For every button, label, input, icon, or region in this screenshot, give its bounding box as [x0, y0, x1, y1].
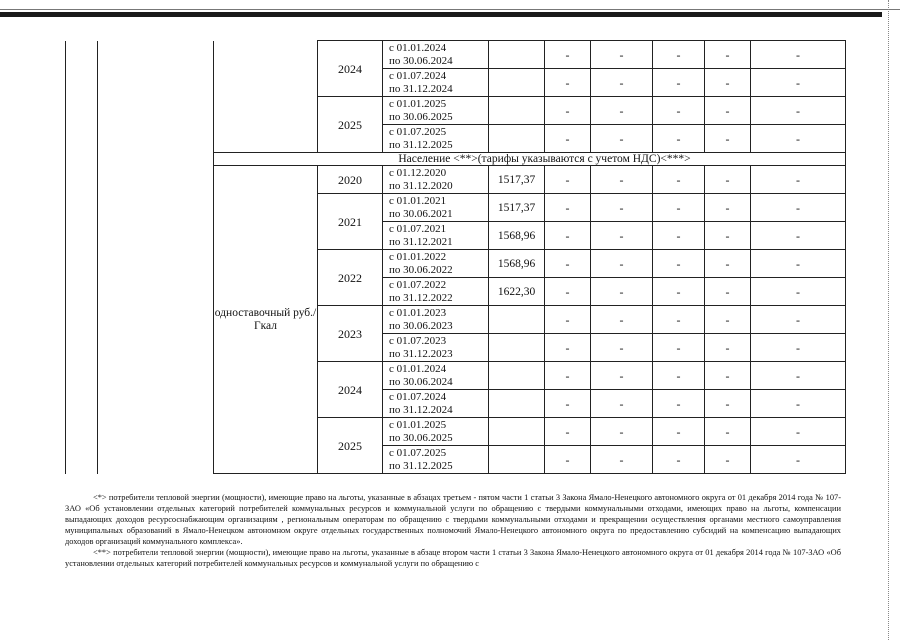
period-cell	[383, 69, 489, 97]
dash-cell: -	[751, 194, 846, 222]
tariff-table	[65, 40, 846, 474]
year-cell: 2024	[318, 362, 383, 418]
dash-cell: -	[751, 41, 846, 69]
dash-cell: -	[591, 446, 653, 474]
blank-col-3	[214, 41, 318, 153]
dash-cell: -	[705, 334, 751, 362]
dash-cell: -	[751, 446, 846, 474]
period-to: по 30.06.2023	[389, 319, 453, 332]
period-from: с 01.07.2024	[389, 390, 447, 403]
dash-cell: -	[653, 418, 705, 446]
dash-cell: -	[545, 250, 591, 278]
dash-cell: -	[653, 69, 705, 97]
dash-cell: -	[545, 166, 591, 194]
period-to: по 31.12.2021	[389, 235, 453, 248]
footnote-2: <**> потребители тепловой энергии (мощности), имеющие право на льготы, указанные в абзаце втором части 1 статьи 3 Закона Ямало-Ненецкого автономного округа от 01 декабря 2014 года № 107-ЗАО «Об установлении отдельных категорий потребителей коммунальных ресурсов и коммунальной услуги по обращению с	[65, 548, 841, 568]
year-cell: 2025	[318, 418, 383, 474]
dash-cell: -	[545, 418, 591, 446]
dash-cell: -	[705, 306, 751, 334]
dash-cell: -	[653, 362, 705, 390]
period-cell	[383, 41, 489, 69]
dash-cell: -	[591, 41, 653, 69]
dash-cell: -	[545, 41, 591, 69]
period-to: по 31.12.2020	[389, 179, 453, 192]
dash-cell: -	[653, 250, 705, 278]
dash-cell: -	[591, 306, 653, 334]
dash-cell: -	[545, 222, 591, 250]
unit-cell: одноставочный руб./Гкал	[214, 166, 318, 474]
dash-cell: -	[591, 222, 653, 250]
period-cell	[383, 250, 489, 278]
dash-cell: -	[653, 278, 705, 306]
dash-cell: -	[545, 334, 591, 362]
dash-cell: -	[653, 334, 705, 362]
period-to: по 30.06.2025	[389, 110, 453, 123]
dash-cell: -	[751, 250, 846, 278]
period-from: с 01.01.2022	[389, 250, 447, 263]
dash-cell: -	[545, 278, 591, 306]
period-from: с 01.01.2021	[389, 194, 447, 207]
dash-cell: -	[705, 41, 751, 69]
period-from: с 01.12.2020	[389, 166, 447, 179]
dash-cell: -	[705, 446, 751, 474]
dash-cell: -	[545, 125, 591, 153]
dash-cell: -	[545, 446, 591, 474]
tariff-value-cell	[489, 362, 545, 390]
period-from: с 01.01.2023	[389, 306, 447, 319]
period-to: по 31.12.2022	[389, 291, 453, 304]
dash-cell: -	[705, 97, 751, 125]
dash-cell: -	[653, 446, 705, 474]
tariff-value-cell: 1568,96	[489, 222, 545, 250]
year-cell: 2022	[318, 250, 383, 306]
top-rule	[0, 9, 900, 10]
dash-cell: -	[705, 125, 751, 153]
dash-cell: -	[705, 418, 751, 446]
period-cell	[383, 418, 489, 446]
dash-cell: -	[705, 194, 751, 222]
dash-cell: -	[591, 334, 653, 362]
tariff-value-cell	[489, 418, 545, 446]
period-cell	[383, 446, 489, 474]
period-to: по 30.06.2024	[389, 54, 453, 67]
tariff-value-cell	[489, 306, 545, 334]
year-cell: 2020	[318, 166, 383, 194]
dash-cell: -	[705, 250, 751, 278]
period-from: с 01.07.2024	[389, 69, 447, 82]
period-from: с 01.01.2025	[389, 418, 447, 431]
period-cell	[383, 362, 489, 390]
period-to: по 31.12.2024	[389, 403, 453, 416]
tariff-value-cell: 1568,96	[489, 250, 545, 278]
period-cell	[383, 194, 489, 222]
year-cell: 2025	[318, 97, 383, 153]
period-to: по 30.06.2025	[389, 431, 453, 444]
period-cell	[383, 222, 489, 250]
dash-cell: -	[545, 362, 591, 390]
dash-cell: -	[751, 166, 846, 194]
dash-cell: -	[751, 125, 846, 153]
period-from: с 01.01.2024	[389, 41, 447, 54]
table-row	[66, 41, 846, 69]
dash-cell: -	[653, 194, 705, 222]
period-to: по 30.06.2024	[389, 375, 453, 388]
dash-cell: -	[653, 166, 705, 194]
dash-cell: -	[653, 222, 705, 250]
tariff-value-cell	[489, 125, 545, 153]
dash-cell: -	[751, 97, 846, 125]
dash-cell: -	[751, 362, 846, 390]
dash-cell: -	[591, 278, 653, 306]
dash-cell: -	[751, 306, 846, 334]
period-cell	[383, 334, 489, 362]
dash-cell: -	[653, 390, 705, 418]
period-from: с 01.01.2024	[389, 362, 447, 375]
year-cell: 2023	[318, 306, 383, 362]
dash-cell: -	[705, 222, 751, 250]
dash-cell: -	[591, 194, 653, 222]
dash-cell: -	[591, 97, 653, 125]
dash-cell: -	[705, 278, 751, 306]
period-to: по 31.12.2024	[389, 82, 453, 95]
dash-cell: -	[653, 97, 705, 125]
period-to: по 30.06.2021	[389, 207, 453, 220]
dash-cell: -	[591, 125, 653, 153]
period-cell	[383, 278, 489, 306]
footnotes	[65, 492, 841, 569]
period-to: по 30.06.2022	[389, 263, 453, 276]
dash-cell: -	[751, 334, 846, 362]
right-scan-edge	[888, 0, 889, 640]
dash-cell: -	[591, 418, 653, 446]
period-to: по 31.12.2025	[389, 138, 453, 151]
dash-cell: -	[591, 362, 653, 390]
dash-cell: -	[751, 418, 846, 446]
blank-col-1	[66, 41, 98, 474]
tariff-value-cell	[489, 41, 545, 69]
tariff-value-cell: 1517,37	[489, 166, 545, 194]
dash-cell: -	[751, 390, 846, 418]
tariff-value-cell	[489, 97, 545, 125]
period-cell	[383, 306, 489, 334]
period-from: с 01.01.2025	[389, 97, 447, 110]
tariff-value-cell: 1517,37	[489, 194, 545, 222]
dash-cell: -	[653, 125, 705, 153]
tariff-value-cell	[489, 334, 545, 362]
dash-cell: -	[751, 278, 846, 306]
dash-cell: -	[653, 41, 705, 69]
dash-cell: -	[705, 166, 751, 194]
dash-cell: -	[705, 69, 751, 97]
dash-cell: -	[591, 69, 653, 97]
dash-cell: -	[545, 306, 591, 334]
period-from: с 01.07.2025	[389, 125, 447, 138]
dash-cell: -	[653, 306, 705, 334]
period-from: с 01.07.2023	[389, 334, 447, 347]
dash-cell: -	[545, 390, 591, 418]
dash-cell: -	[591, 250, 653, 278]
dash-cell: -	[545, 69, 591, 97]
period-from: с 01.07.2025	[389, 446, 447, 459]
dash-cell: -	[591, 390, 653, 418]
period-cell	[383, 125, 489, 153]
dash-cell: -	[591, 166, 653, 194]
year-cell: 2024	[318, 41, 383, 97]
footnote-1: <*> потребители тепловой энергии (мощности), имеющие право на льготы, указанные в абзацах третьем - пятом части 1 статьи 3 Закона Ямало-Ненецкого автономного округа от 01 декабря 2014 года № 107-ЗАО «Об установлении отдельных категорий потребителей коммунальных ресурсов и коммунальной услуги по обращению с твердыми коммунальными отходами, имеющих право на льготы, компенсации выпадающих доходов ресурсоснабжающим организациям , региональным операторам по обращению с твердыми коммунальными отходами и прекращении осуществления органами местного самоуправления муниципальных образований в Ямало-Ненецком автономном округе отдельных государственных полномочий Ямало-Ненецкого автономного округа по предоставлению субсидий на компенсацию выпадающих доходов организаций коммунального комплекса».	[65, 493, 841, 546]
tariff-table-body	[66, 41, 846, 474]
period-cell	[383, 390, 489, 418]
period-cell	[383, 97, 489, 125]
blank-col-2	[98, 41, 214, 474]
dash-cell: -	[705, 390, 751, 418]
dash-cell: -	[751, 69, 846, 97]
period-from: с 01.07.2021	[389, 222, 447, 235]
tariff-value-cell	[489, 390, 545, 418]
year-cell: 2021	[318, 194, 383, 250]
tariff-value-cell	[489, 69, 545, 97]
period-from: с 01.07.2022	[389, 278, 447, 291]
period-to: по 31.12.2025	[389, 459, 453, 472]
dash-cell: -	[545, 97, 591, 125]
dash-cell: -	[751, 222, 846, 250]
dash-cell: -	[545, 194, 591, 222]
tariff-value-cell: 1622,30	[489, 278, 545, 306]
dash-cell: -	[705, 362, 751, 390]
period-cell	[383, 166, 489, 194]
period-to: по 31.12.2023	[389, 347, 453, 360]
section-header: Население <**>(тарифы указываются с учетом НДС)<***>	[214, 153, 846, 166]
tariff-value-cell	[489, 446, 545, 474]
top-scan-border	[0, 12, 882, 17]
